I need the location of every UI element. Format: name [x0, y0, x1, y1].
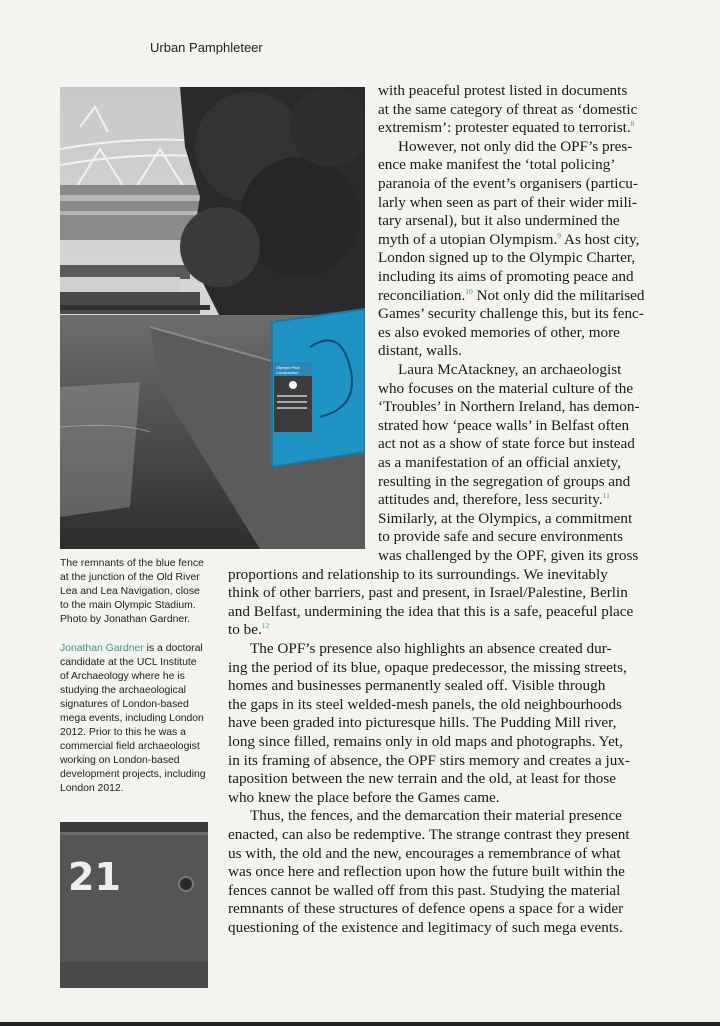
body-line — [228, 863, 625, 882]
body-text: and Belfast, undermining the idea that this is a safe, peaceful place — [228, 602, 634, 620]
footnote-ref[interactable]: 10 — [465, 286, 473, 296]
body-line — [398, 138, 632, 157]
bio-line: of Archaeology where he is — [60, 671, 185, 682]
author-bio — [60, 642, 222, 796]
body-text: Thus, the fences, and the demarcation their material presence — [250, 807, 622, 825]
body-text: Similarly, at the Olympics, a commitment — [378, 509, 633, 527]
body-text: London signed up to the Olympic Charter, — [378, 249, 636, 267]
caption-line: Photo by Jonathan Gardner. — [60, 614, 190, 625]
body-text: extremism’: protester equated to terrorist. — [378, 119, 631, 137]
body-text: Laura McAtackney, an archaeologist — [398, 361, 622, 378]
bio-line: mega events, including London — [60, 713, 204, 724]
body-text: proportions and relationship to its surroundings. We inevitably — [228, 565, 608, 583]
body-line — [228, 714, 616, 733]
body-line — [378, 380, 633, 399]
bio-line: studying the archaeological — [60, 685, 186, 696]
photo-caption — [60, 557, 220, 627]
footnote-ref[interactable]: 11 — [602, 491, 610, 501]
body-text: us with, the old and the new, encourages a remembrance of what — [228, 844, 621, 862]
page-bottom-edge — [0, 1022, 720, 1026]
body-text: Not only did the militarised — [472, 286, 645, 304]
body-line — [378, 231, 639, 250]
body-line — [378, 473, 630, 492]
body-line — [378, 287, 644, 306]
body-line — [228, 621, 269, 640]
body-text: attitudes and, therefore, less security. — [378, 491, 603, 509]
body-text: who focuses on the material culture of the — [378, 379, 634, 397]
body-line — [378, 491, 610, 510]
bio-line: candidate at the UCL Institute — [60, 657, 197, 668]
plate-number: 21 — [68, 855, 121, 899]
body-line — [228, 826, 630, 845]
running-header: Urban Pamphleteer — [150, 40, 263, 55]
caption-line: Lea and Lea Navigation, close — [60, 586, 200, 597]
body-line — [378, 454, 621, 473]
body-text: tary arsenal), but it also undermined the — [378, 212, 620, 230]
body-line — [250, 640, 612, 659]
body-text: resulting in the segregation of groups and — [378, 472, 631, 490]
body-line — [378, 194, 637, 213]
bio-line: 2012. Prior to this he was a — [60, 727, 186, 738]
body-text: strated how ‘peace walls’ in Belfast often — [378, 416, 630, 434]
body-line — [378, 398, 640, 417]
bio-line: working on London-based — [60, 755, 180, 766]
body-text: think of other barriers, past and present, in Israel/Palestine, Berlin — [228, 584, 628, 602]
body-text: to provide safe and secure environments — [378, 528, 624, 546]
body-text: who knew the place before the Games came. — [228, 788, 500, 806]
body-text: was once here and reflection upon how the future built within the — [228, 863, 625, 881]
body-line — [228, 733, 623, 752]
body-text: reconciliation. — [378, 286, 466, 304]
fence-photo-illustration — [60, 87, 365, 549]
body-text: distant, walls. — [378, 342, 462, 360]
body-line — [228, 677, 605, 696]
body-line — [228, 752, 630, 771]
body-line — [228, 770, 616, 789]
number-21-photo — [60, 822, 208, 988]
body-line — [378, 417, 629, 436]
body-line — [378, 119, 634, 138]
body-line — [378, 212, 620, 231]
body-text: myth of a utopian Olympism. — [378, 230, 558, 248]
body-text: have been graded into picturesque hills. The Pudding Mill river, — [228, 714, 617, 732]
fence-sign-line1: Olympic Park — [276, 365, 300, 370]
body-text: ence make manifest the ‘total policing’ — [378, 156, 616, 174]
body-text: paranoia of the event’s organisers (particu- — [378, 175, 638, 192]
caption-line: The remnants of the blue fence — [60, 558, 204, 569]
body-line — [378, 435, 635, 454]
bio-line: commercial field archaeologist — [60, 741, 200, 752]
body-line — [228, 603, 633, 622]
body-line — [378, 510, 632, 529]
body-line — [398, 361, 621, 380]
body-text: act not as a show of state force but instead — [378, 435, 635, 453]
body-line — [378, 82, 627, 101]
fence-sign-line2: Construction — [276, 370, 299, 375]
bio-line: London 2012. — [60, 783, 124, 794]
caption-line: at the junction of the Old River — [60, 572, 200, 583]
body-text: es also evoked memories of other, more — [378, 323, 620, 341]
body-text: long since filled, remains only in old maps and photographs. Yet, — [228, 733, 623, 750]
footnote-ref[interactable]: 9 — [557, 230, 562, 240]
fence-photo — [60, 87, 365, 549]
caption-line: to the main Olympic Stadium. — [60, 600, 196, 611]
body-text: However, not only did the OPF’s pres- — [398, 137, 633, 155]
body-line — [228, 900, 623, 919]
body-text: Games’ security challenge this, but its fenc- — [378, 305, 644, 323]
footnote-ref[interactable]: 8 — [630, 119, 635, 129]
body-line — [378, 342, 462, 361]
body-text: in its framing of absence, the OPF stirs memory and creates a jux- — [228, 751, 630, 769]
body-line — [228, 696, 622, 715]
body-line — [378, 324, 620, 343]
body-text: the gaps in its steel welded-mesh panels, the old neighbourhoods — [228, 695, 622, 713]
footnote-ref[interactable]: 12 — [261, 621, 270, 631]
body-line — [228, 919, 623, 938]
body-line — [378, 547, 638, 566]
body-text: as a manifestation of an official anxiety, — [378, 454, 621, 471]
body-text: at the same category of threat as ‘domestic — [378, 100, 638, 118]
body-text: larly when seen as part of their wider mili- — [378, 193, 637, 211]
body-line — [228, 882, 620, 901]
body-line — [228, 845, 620, 864]
body-line — [228, 584, 628, 603]
body-text: with peaceful protest listed in documents — [378, 82, 628, 99]
bio-line: is a doctoral — [143, 643, 203, 654]
bio-line: development projects, including — [60, 769, 206, 780]
body-line — [378, 249, 635, 268]
body-text: As host city, — [561, 230, 640, 248]
body-text: homes and businesses permanently sealed off. Visible through — [228, 677, 606, 695]
body-line — [378, 528, 623, 547]
body-text: The OPF’s presence also highlights an absence created dur- — [250, 640, 612, 657]
body-text: fences cannot be walled off from this past. Studying the material — [228, 881, 621, 899]
body-line — [378, 101, 637, 120]
body-line — [378, 175, 638, 194]
author-name: Jonathan Gardner — [60, 643, 144, 654]
body-line — [378, 268, 634, 287]
body-text: to be. — [228, 621, 262, 639]
body-text: ‘Troubles’ in Northern Ireland, has demon- — [378, 398, 640, 416]
number-21-photo-illustration — [60, 822, 208, 988]
body-text: questioning of the existence and legitimacy of such mega events. — [228, 919, 623, 936]
body-text: was challenged by the OPF, given its gross — [378, 547, 639, 564]
body-line — [378, 156, 615, 175]
body-line — [228, 566, 608, 585]
body-text: remnants of these structures of defence opens a space for a wider — [228, 900, 624, 918]
body-line — [250, 807, 622, 826]
body-line — [228, 659, 627, 678]
body-text: taposition between the new terrain and the old, at least for those — [228, 770, 617, 788]
body-line — [228, 789, 500, 808]
bio-line: signatures of London-based — [60, 699, 189, 710]
body-line — [378, 305, 644, 324]
body-text: including its aims of promoting peace and — [378, 268, 634, 285]
body-text: enacted, can also be redemptive. The strange contrast they present — [228, 826, 630, 843]
body-text: ing the period of its blue, opaque predecessor, the missing streets, — [228, 658, 627, 676]
